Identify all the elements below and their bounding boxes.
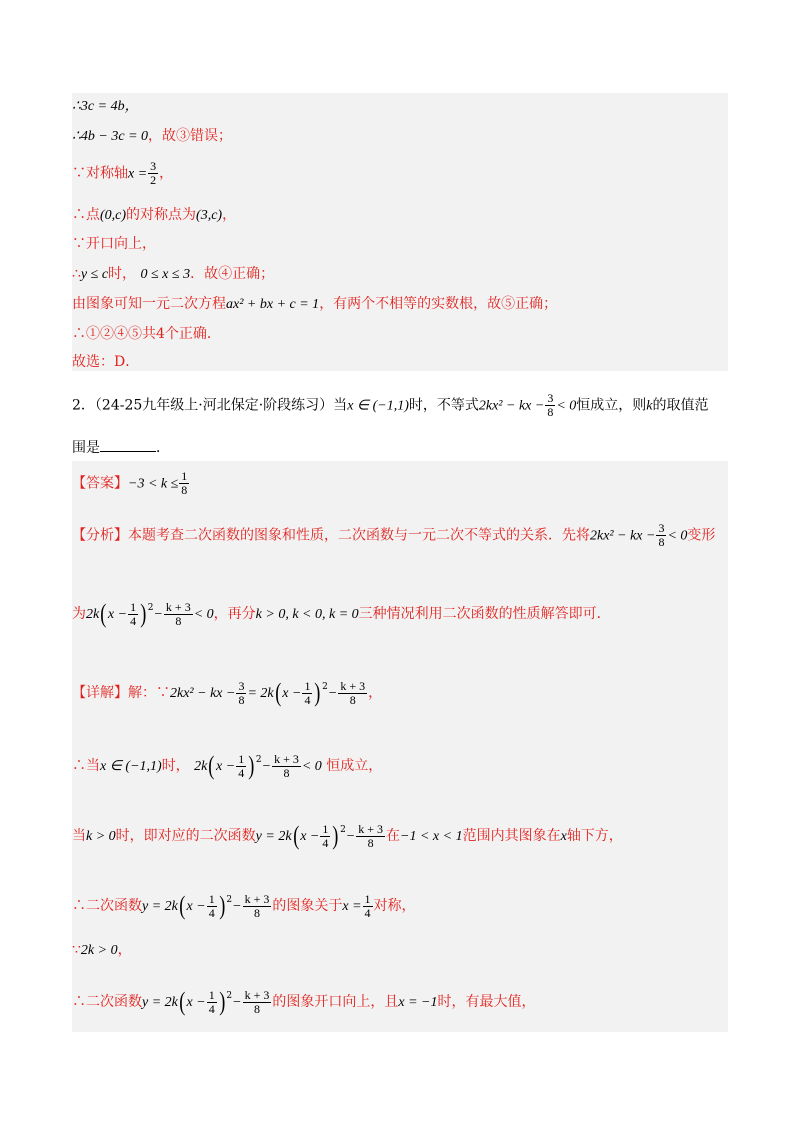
detail-line-4: ∴二次函数y = 2k(x − $\frac{1}{4}$ )$^2$− $\frac{k + 3}{8}$ 的图象关于x = $\frac{1}{4}$ 对称，: [72, 891, 416, 920]
detail-line-6: ∴二次函数y = 2k(x − $\frac{1}{4}$ )$^2$− $\frac{k + 3}{8}$ 的图象开口向上，且x = −1时，有最大值，: [72, 987, 536, 1016]
fraction-3-8: $\frac{3}{8}$: [658, 521, 665, 549]
fraction-1-4: $\frac{1}{4}$: [208, 987, 215, 1016]
fraction-1-4: $\frac{1}{4}$: [130, 599, 137, 628]
fraction-1-4: $\frac{1}{4}$: [208, 891, 215, 920]
answer-blank: [100, 451, 156, 452]
fraction-3-8: $\frac{3}{8}$: [547, 391, 554, 419]
line-symmetric-point: ∴点(0,c)的对称点为(3,c)，: [72, 207, 237, 223]
fraction-k3-8: $\frac{k + 3}{8}$: [340, 678, 366, 707]
answer-line: 【答案】−3 < k ≤ $\frac{1}{8}$: [72, 469, 188, 497]
analysis-line-2: 为2k(x − $\frac{1}{4}$ )$^2$− $\frac{k + 3}{8}$ < 0，再分k > 0, k < 0, k = 0三种情况利用二次函数的性质解答即可．: [72, 599, 611, 628]
line-conclusion: ∴①②④⑤共4个正确．: [72, 326, 221, 342]
line-axis: ∵对称轴x = $\frac{3}{2}$ ，: [72, 159, 174, 187]
detail-line-5: ∵2k > 0，: [72, 942, 132, 958]
question-line-1: 2．（24-25九年级上·河北保定·阶段练习）当x ∈ (−1,1)时，不等式2kx² − kx − $\frac{3}{8}$ < 0恒成立，则k的取值范: [72, 391, 709, 419]
fraction-1-4: $\frac{1}{4}$: [322, 821, 329, 850]
fraction-3-8: $\frac{3}{8}$: [238, 678, 245, 707]
fraction-3-2: $\frac{3}{2}$: [150, 159, 157, 187]
line-choice: 故选：D．: [72, 354, 140, 370]
fraction-1-8: $\frac{1}{8}$: [181, 469, 188, 497]
fraction-k3-8: $\frac{k + 3}{8}$: [244, 891, 270, 920]
detail-line-3: 当k > 0时，即对应的二次函数y = 2k(x − $\frac{1}{4}$ )$^2$− $\frac{k + 3}{8}$ 在−1 < x < 1范围内其图象在x轴下方，: [72, 821, 623, 850]
detail-line-2: ∴当x ∈ (−1,1)时， 2k(x − $\frac{1}{4}$ )$^2$− $\frac{k + 3}{8}$ < 0 恒成立，: [72, 751, 383, 780]
fraction-1-4: $\frac{1}{4}$: [364, 891, 371, 920]
line-equation: 由图象可知一元二次方程ax² + bx + c = 1，有两个不相等的实数根，故⑤正确；: [72, 296, 558, 312]
question-line-2: 围是 ．: [72, 440, 170, 456]
fraction-k3-8: $\frac{k + 3}{8}$: [165, 599, 191, 628]
detail-line-1: 【详解】解：∵2kx² − kx − $\frac{3}{8}$ = 2k(x − $\frac{1}{4}$ )$^2$− $\frac{k + 3}{8}$ ，: [72, 678, 383, 707]
analysis-line-1: 【分析】本题考查二次函数的图象和性质，二次函数与一元二次不等式的关系．先将2kx² − kx − $\frac{3}{8}$ < 0变形: [72, 521, 716, 549]
fraction-k3-8: $\frac{k + 3}{8}$: [244, 987, 270, 1016]
fraction-k3-8: $\frac{k + 3}{8}$: [274, 751, 299, 780]
fraction-1-4: $\frac{1}{4}$: [238, 751, 245, 780]
fraction-k3-8: $\frac{k + 3}{8}$: [358, 821, 384, 850]
line-4b-3c: ∴4b − 3c = 0，故③错误；: [72, 128, 233, 144]
line-range: ∴y ≤ c时， 0 ≤ x ≤ 3．故④正确；: [72, 266, 275, 282]
line-3c-4b: ∴3c = 4b，: [72, 99, 139, 114]
fraction-1-4: $\frac{1}{4}$: [304, 678, 311, 707]
line-open-up: ∵开口向上，: [72, 236, 156, 252]
